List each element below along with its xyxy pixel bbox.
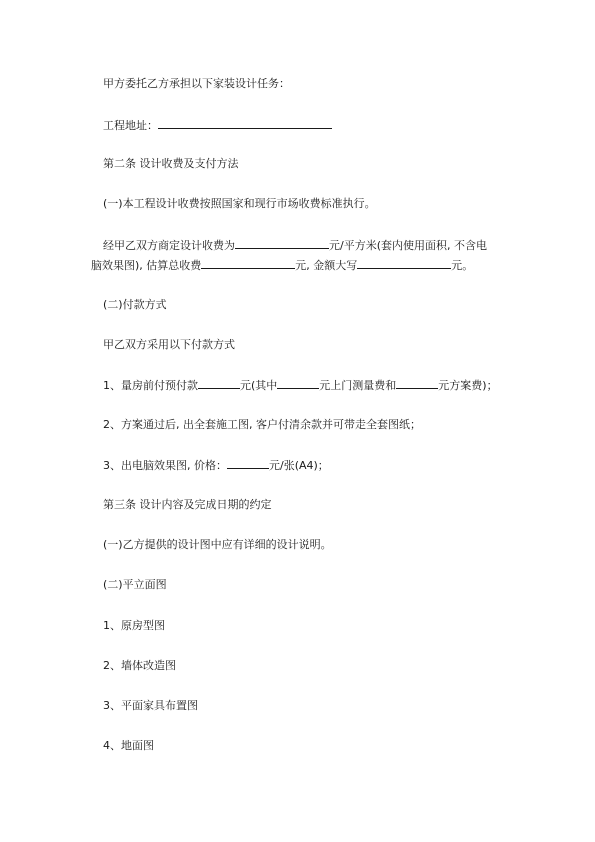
measure-fee-blank[interactable] [277,376,319,389]
payment-item-1: 1、量房前付预付款 元(其中 元上门测量费和 元方案费)； [103,376,498,395]
fee-per-sqm-blank[interactable] [235,236,329,249]
total-fee-blank[interactable] [201,256,295,269]
deposit-blank[interactable] [198,376,240,389]
list-item: 1、原房型图 [103,619,165,632]
content-item-1: (一)乙方提供的设计图中应有详细的设计说明。 [103,538,332,551]
fee-line-2: 脑效果图), 估算总收费 元, 金额大写 元。 [91,256,473,275]
list-item: 3、平面家具布置图 [103,699,198,712]
fee-line-1: 经甲乙双方商定设计收费为 元/平方米(套内使用面积, 不含电 [103,236,487,255]
render-price-blank[interactable] [227,456,269,469]
fee-capital-blank[interactable] [357,256,451,269]
list-item: 4、地面图 [103,739,154,752]
payment-intro: 甲乙双方采用以下付款方式 [103,338,235,351]
content-item-2: (二)平立面图 [103,578,167,591]
list-item: 2、墙体改造图 [103,659,176,672]
article3-title: 第三条 设计内容及完成日期的约定 [103,498,272,511]
address-label: 工程地址： [103,119,158,132]
address-blank[interactable] [158,116,332,129]
intro-paragraph: 甲方委托乙方承担以下家装设计任务： [103,77,290,90]
payment-item-2: 2、方案通过后, 出全套施工图, 客户付清余款并可带走全套图纸； [103,418,421,431]
payment-item-3: 3、出电脑效果图, 价格： 元/张(A4)； [103,456,329,475]
plan-fee-blank[interactable] [396,376,438,389]
item2-paragraph: (二)付款方式 [103,298,167,311]
article2-title: 第二条 设计收费及支付方法 [103,157,239,170]
item1-paragraph: (一)本工程设计收费按照国家和现行市场收费标准执行。 [103,197,376,210]
address-line [103,116,332,135]
